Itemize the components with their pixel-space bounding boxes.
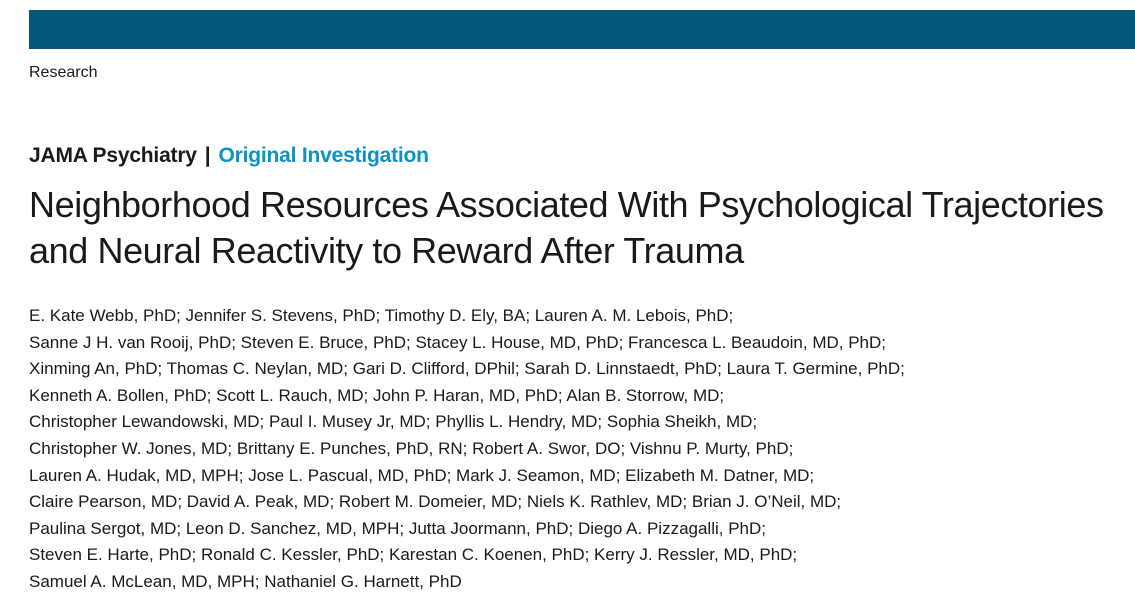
author-line: Paulina Sergot, MD; Leon D. Sanchez, MD, MPH; Jutta Joormann, PhD; Diego A. Pizzagalli, PhD; — [29, 518, 767, 538]
author-line: Christopher Lewandowski, MD; Paul I. Musey Jr, MD; Phyllis L. Hendry, MD; Sophia Sheikh, MD; — [29, 412, 758, 432]
author-line: Claire Pearson, MD; David A. Peak, MD; Robert M. Domeier, MD; Niels K. Rathlev, MD; Brian J. O’Neil, MD; — [29, 492, 842, 512]
author-list — [29, 303, 1129, 596]
journal-banner-bar — [29, 10, 1135, 49]
journal-line — [29, 144, 429, 168]
author-line: Steven E. Harte, PhD; Ronald C. Kessler, PhD; Karestan C. Koenen, PhD; Kerry J. Ressler, MD, PhD; — [29, 545, 798, 565]
journal-name: JAMA Psychiatry — [29, 144, 197, 167]
author-line: Christopher W. Jones, MD; Brittany E. Punches, PhD, RN; Robert A. Swor, DO; Vishnu P. Murty, PhD; — [29, 438, 794, 458]
article-type-link[interactable]: Original Investigation — [218, 144, 429, 167]
article-title: Neighborhood Resources Associated With Psychological Trajectories and Neural Reactivity to Reward After Trauma — [29, 184, 1104, 271]
journal-separator: | — [204, 144, 211, 167]
author-line: Sanne J H. van Rooij, PhD; Steven E. Bruce, PhD; Stacey L. House, MD, PhD; Francesca L. Beaudoin, MD, PhD; — [29, 332, 887, 352]
author-line: E. Kate Webb, PhD; Jennifer S. Stevens, PhD; Timothy D. Ely, BA; Lauren A. M. Lebois, PhD; — [29, 306, 734, 325]
author-line: Kenneth A. Bollen, PhD; Scott L. Rauch, MD; John P. Haran, MD, PhD; Alan B. Storrow, MD; — [29, 385, 725, 405]
section-label: Research — [29, 64, 98, 81]
author-line: Lauren A. Hudak, MD, MPH; Jose L. Pascual, MD, PhD; Mark J. Seamon, MD; Elizabeth M. Datner, MD; — [29, 465, 815, 485]
author-line: Xinming An, PhD; Thomas C. Neylan, MD; Gari D. Clifford, DPhil; Sarah D. Linnstaedt, PhD; Laura T. Germine, PhD; — [29, 359, 905, 379]
author-line: Samuel A. McLean, MD, MPH; Nathaniel G. Harnett, PhD — [29, 571, 462, 591]
